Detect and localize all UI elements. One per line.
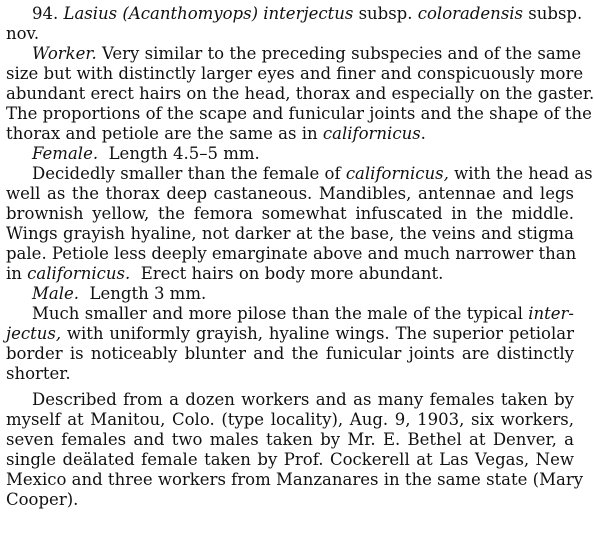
female-line: Wings grayish hyaline, not darker at the base, the veins and stigma — [6, 224, 574, 243]
described-line: single deälated female taken by Prof. Cockerell at Las Vegas, New — [6, 450, 574, 469]
female-line: brownish yellow, the femora somewhat infuscated in the middle. — [6, 204, 574, 223]
rank-label: subsp. — [528, 4, 583, 23]
female-length: Length 4.5–5 mm. — [108, 144, 260, 163]
described-line: Described from a dozen workers and as many females taken by — [32, 390, 574, 409]
worker-line: size but with distinctly larger eyes and finer and conspicuously more — [6, 64, 584, 83]
species-reference: californicus, — [345, 164, 449, 183]
species-status: nov. — [6, 24, 40, 43]
male-line: jectus, with uniformly grayish, hyaline wings. The superior petiolar — [6, 324, 574, 343]
species-reference: californicus — [322, 124, 421, 143]
male-length: Length 3 mm. — [89, 284, 207, 303]
male-line: Much smaller and more pilose than the male of the typical inter- — [32, 304, 575, 323]
worker-line: Worker. Very similar to the preceding subspecies and of the same — [32, 44, 582, 63]
female-line: well as the thorax deep castaneous. Mandibles, antennae and legs — [6, 184, 574, 203]
caste-label-male: Male. — [32, 284, 80, 303]
worker-line: abundant erect hairs on the head, thorax and especially on the gaster. — [6, 84, 594, 103]
species-heading — [32, 4, 583, 24]
caste-label-female: Female. — [32, 144, 99, 163]
male-heading — [32, 284, 574, 304]
female-line: pale. Petiole less deeply emarginate above and much narrower than — [6, 244, 577, 263]
described-line: Cooper). — [6, 490, 79, 509]
described-line: Mexico and three workers from Manzanares in the same state (Mary — [6, 470, 584, 489]
described-line: myself at Manitou, Colo. (type locality), Aug. 9, 1903, six workers, — [6, 410, 574, 429]
female-line: in californicus. Erect hairs on body more abundant. — [6, 264, 444, 283]
entry-number: 94. — [32, 4, 59, 23]
worker-line: The proportions of the scape and funicular joints and the shape of the — [6, 104, 592, 123]
female-heading — [32, 144, 574, 164]
species-name: interjectus — [263, 4, 354, 23]
worker-line: thorax and petiole are the same as in californicus. — [6, 124, 426, 143]
species-reference: californicus. — [27, 264, 131, 283]
species-reference: jectus, — [6, 324, 62, 343]
subspecies-name: coloradensis — [417, 4, 524, 23]
species-reference: inter- — [528, 304, 575, 323]
genus-name: Lasius — [63, 4, 118, 23]
described-line: seven females and two males taken by Mr. E. Bethel at Denver, a — [6, 430, 574, 449]
male-line: border is noticeably blunter and the funicular joints are distinctly — [6, 344, 574, 363]
rank-label: subsp. — [358, 4, 413, 23]
subgenus-name: (Acanthomyops) — [122, 4, 259, 23]
female-line: Decidedly smaller than the female of californicus, with the head as — [32, 164, 593, 183]
male-line: shorter. — [6, 364, 71, 383]
caste-label-worker: Worker. — [32, 44, 97, 63]
